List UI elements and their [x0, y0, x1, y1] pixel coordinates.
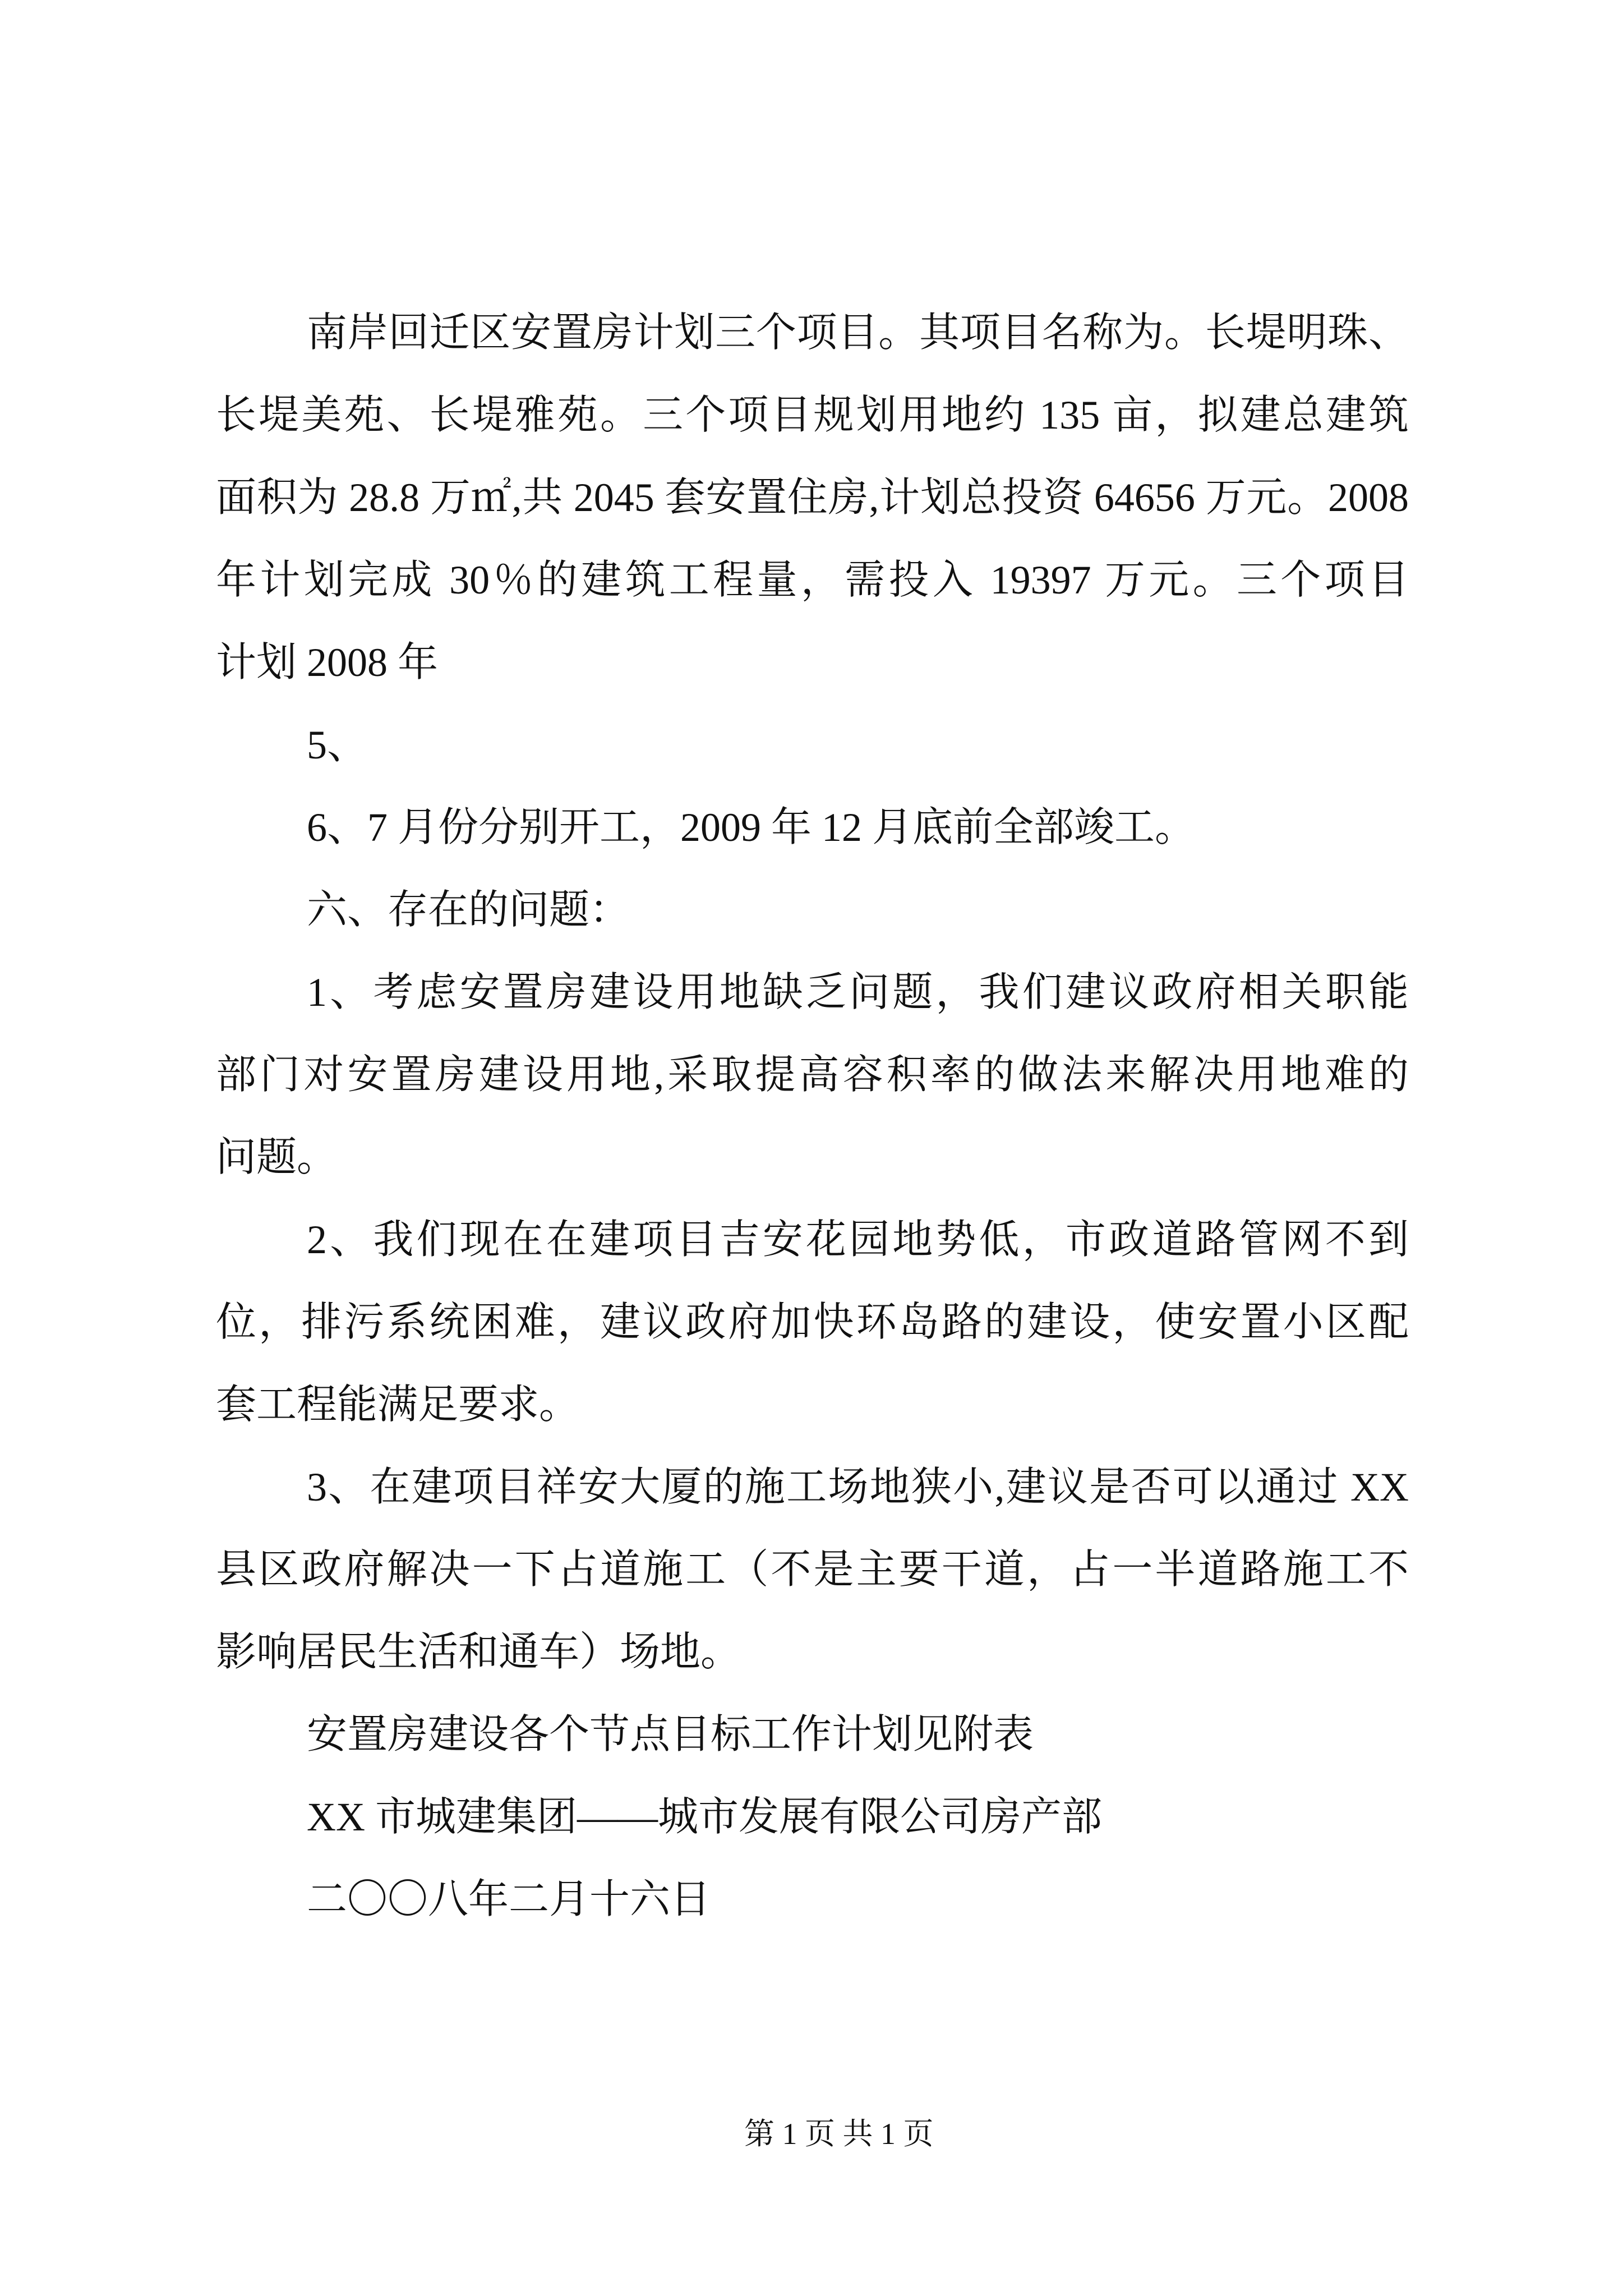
text-line: 二〇〇八年二月十六日	[307, 1877, 711, 1922]
page-footer	[744, 2116, 934, 2152]
problem-3	[216, 1446, 1409, 1694]
paragraph-item-5	[216, 704, 1409, 786]
problem-2	[216, 1199, 1409, 1446]
page-number: 第 1 页 共 1 页	[744, 2117, 934, 2151]
text-line: 县区政府解决一下占道施工（不是主要干道，占一半道路施工不	[216, 1547, 1409, 1592]
text-line: 南岸回迁区安置房计划三个项目。其项目名称为。长堤明珠、	[307, 310, 1409, 355]
problem-1	[216, 951, 1409, 1199]
text-line: 影响居民生活和通车）场地。	[216, 1630, 741, 1674]
text-line: 六、存在的问题：	[307, 887, 630, 932]
text-line: 套工程能满足要求。	[216, 1382, 580, 1427]
text-line: 6、7 月份分别开工，2009 年 12 月底前全部竣工。	[307, 805, 1196, 850]
text-line: 3、在建项目祥安大厦的施工场地狭小,建议是否可以通过 XX	[307, 1465, 1409, 1510]
paragraph-item-6	[216, 786, 1409, 869]
text-line: 面积为 28.8 万㎡,共 2045 套安置住房,计划总投资 64656 万元。2008	[216, 475, 1409, 520]
text-line: 部门对安置房建设用地,采取提高容积率的做法来解决用地难的	[216, 1052, 1409, 1097]
text-line: 2、我们现在在建项目吉安花园地势低，市政道路管网不到	[307, 1217, 1409, 1262]
attachment-note	[216, 1694, 1409, 1776]
text-line: 位，排污系统困难，建议政府加快环岛路的建设，使安置小区配	[216, 1300, 1409, 1345]
signature-date	[216, 1858, 1409, 1941]
text-line: 1、考虑安置房建设用地缺乏问题，我们建议政府相关职能	[307, 970, 1409, 1015]
text-line: 问题。	[216, 1135, 338, 1180]
document-body	[216, 292, 1409, 1941]
heading-existing-problems	[216, 869, 1409, 951]
text-line: 年计划完成 30％的建筑工程量，需投入 19397 万元。三个项目	[216, 558, 1409, 602]
text-line: 计划 2008 年	[216, 640, 439, 685]
text-line: 安置房建设各个节点目标工作计划见附表	[307, 1712, 1034, 1757]
text-line: 长堤美苑、长堤雅苑。三个项目规划用地约 135 亩，拟建总建筑	[216, 393, 1409, 438]
text-line: 5、	[307, 723, 368, 767]
paragraph-relocation-plan	[216, 292, 1409, 704]
signature-organization	[216, 1776, 1409, 1858]
text-line: XX 市城建集团——城市发展有限公司房产部	[307, 1795, 1102, 1839]
